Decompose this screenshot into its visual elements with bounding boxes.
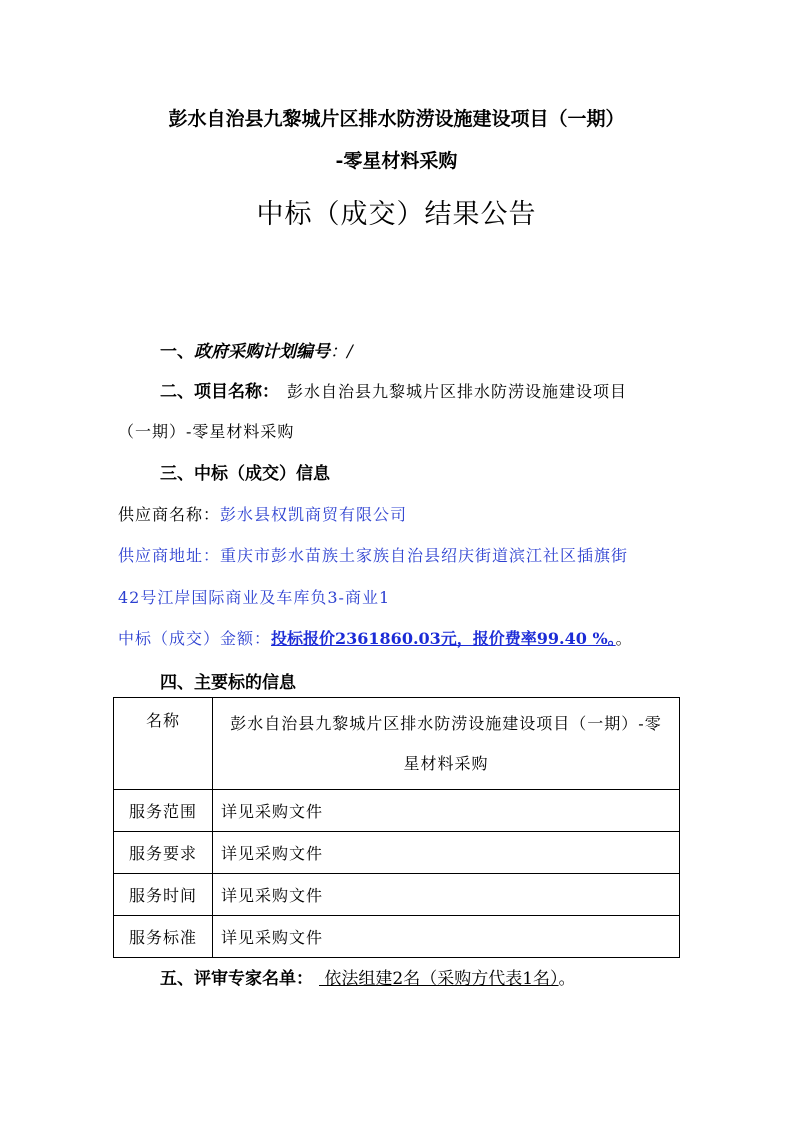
- row-key: 服务标准: [114, 916, 213, 958]
- row-value: 详见采购文件: [213, 832, 680, 874]
- section-experts: [160, 964, 576, 989]
- table-row: [114, 874, 680, 916]
- supplier-name-label: 供应商名称：: [118, 505, 221, 524]
- supplier-address-row: [118, 543, 628, 566]
- row-value: 详见采购文件: [213, 916, 680, 958]
- title-line1: 彭水自治县九黎城片区排水防涝设施建设项目（一期）: [168, 108, 625, 130]
- section-project-name: [160, 377, 627, 402]
- supplier-name: 彭水县权凯商贸有限公司: [220, 505, 408, 524]
- title-line2: -零星材料采购: [335, 150, 458, 172]
- table-row: [114, 916, 680, 958]
- row-key: 服务范围: [114, 790, 213, 832]
- section4-label: 四、主要标的信息: [160, 673, 296, 693]
- section-plan-number: [160, 337, 353, 362]
- amount-value[interactable]: 投标报价2361860.03元，报价费率99.40 %。: [271, 629, 616, 648]
- row-value-line2: 星材料采购: [403, 753, 489, 773]
- row-value: [213, 698, 680, 790]
- amount-label: 中标（成交）金额：: [118, 629, 272, 648]
- page-title: 中标（成交）结果公告: [256, 199, 537, 230]
- row-key: 服务时间: [114, 874, 213, 916]
- supplier-name-row: [118, 502, 407, 525]
- row-key: 服务要求: [114, 832, 213, 874]
- row-key: 名称: [114, 698, 213, 790]
- amount-row: [118, 626, 632, 649]
- section1-value: ：/: [330, 342, 353, 362]
- section2-value-line1: 彭水自治县九黎城片区排水防涝设施建设项目: [287, 382, 628, 401]
- row-value: 详见采购文件: [213, 874, 680, 916]
- section3-label: 三、中标（成交）信息: [160, 464, 330, 484]
- section5-label: 五、评审专家名单：: [160, 969, 313, 989]
- section2-value-line2: （一期）-零星材料采购: [118, 422, 295, 441]
- row-value-line1: 彭水自治县九黎城片区排水防涝设施建设项目（一期）-零: [230, 713, 662, 733]
- section5-tail: 。: [558, 969, 576, 989]
- table-row: [114, 790, 680, 832]
- section5-value: 依法组建2名（采购方代表1名）: [319, 969, 559, 989]
- supplier-address-line2: 42号江岸国际商业及车库负3-商业1: [118, 588, 391, 607]
- table-row: [114, 832, 680, 874]
- section2-label: 二、项目名称：: [160, 382, 279, 402]
- supplier-address-label: 供应商地址：: [118, 546, 221, 565]
- info-table: [113, 697, 680, 958]
- table-row: [114, 698, 680, 790]
- section1-label: 一、: [160, 342, 194, 362]
- supplier-address-line1: 重庆市彭水苗族土家族自治县绍庆街道滨江社区插旗街: [220, 546, 629, 565]
- section1-label-rest: 政府采购计划编号: [194, 342, 330, 362]
- row-value: 详见采购文件: [213, 790, 680, 832]
- amount-tail: 。: [615, 629, 632, 648]
